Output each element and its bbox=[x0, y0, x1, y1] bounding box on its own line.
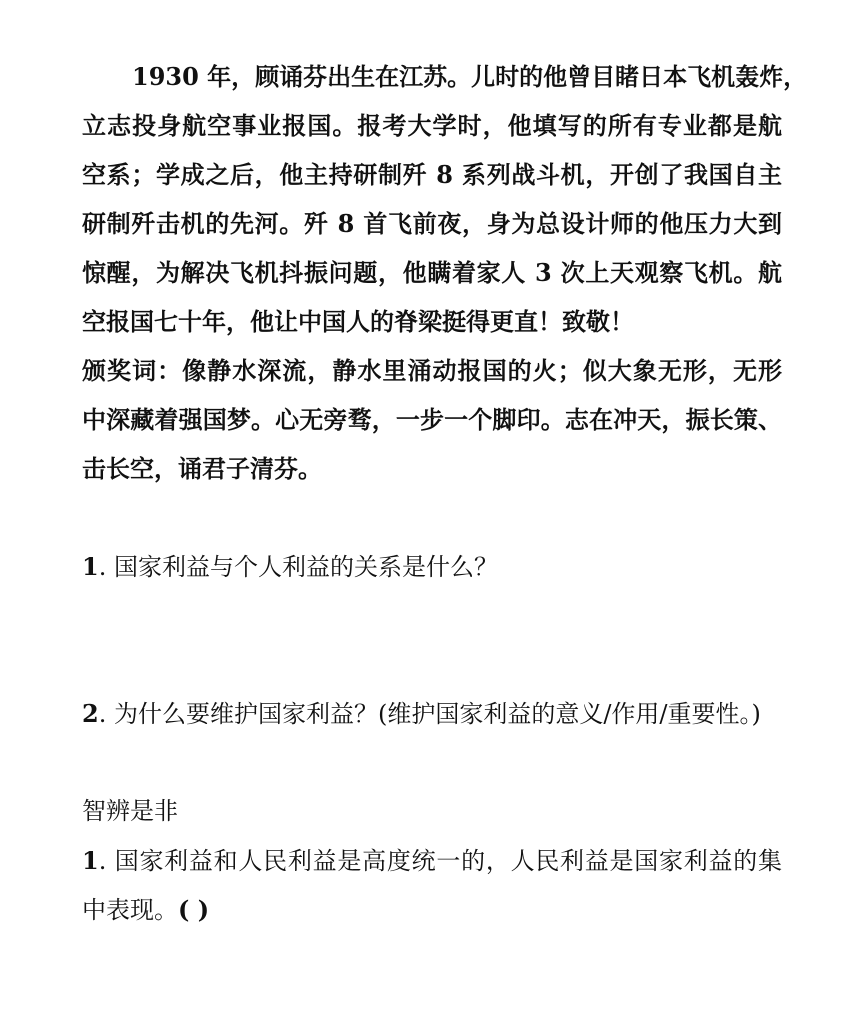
judge-text: . 国家利益和人民利益是高度统一的，人民利益是国家利益的集 bbox=[98, 847, 782, 875]
judge-text: 中表现。 bbox=[82, 896, 178, 924]
award-line: 颁奖词：像静水深流，静水里涌动报国的火；似大象无形，无形 bbox=[82, 356, 782, 385]
intro-line: 研制歼击机的先河。歼 8 首飞前夜，身为总设计师的他压力大到 bbox=[82, 209, 782, 238]
intro-line: 1930 年，顾诵芬出生在江苏。儿时的他曾目睹日本飞机轰炸， bbox=[132, 62, 808, 91]
question-number: 2 bbox=[82, 699, 99, 728]
award-line: 击长空，诵君子清芬。 bbox=[82, 454, 322, 483]
answer-blank[interactable]: ( ) bbox=[178, 895, 210, 924]
answer-space bbox=[82, 738, 782, 787]
judge-item-1 bbox=[82, 836, 782, 934]
intro-line: 立志投身航空事业报国。报考大学时，他填写的所有专业都是航 bbox=[82, 111, 782, 140]
intro-paragraph bbox=[82, 52, 808, 346]
intro-line: 惊醒，为解决飞机抖振问题，他瞒着家人 3 次上天观察飞机。航 bbox=[82, 258, 782, 287]
question-1 bbox=[82, 542, 782, 591]
section-heading: 智辨是非 bbox=[82, 797, 178, 825]
judge-number: 1 bbox=[82, 846, 99, 875]
award-line: 中深藏着强国梦。心无旁骛，一步一个脚印。志在冲天，振长策、 bbox=[82, 405, 782, 434]
question-2 bbox=[82, 689, 782, 738]
question-text: . 为什么要维护国家利益？(维护国家利益的意义/作用/重要性。) bbox=[98, 700, 761, 728]
answer-space bbox=[82, 591, 782, 689]
document-page bbox=[82, 52, 808, 934]
award-citation bbox=[82, 346, 782, 493]
intro-line: 空报国七十年，他让中国人的脊梁挺得更直！致敬！ bbox=[82, 307, 634, 336]
judge-line bbox=[82, 836, 782, 885]
spacer bbox=[82, 493, 782, 542]
judge-line bbox=[82, 885, 782, 934]
question-number: 1 bbox=[82, 552, 99, 581]
intro-line: 空系；学成之后，他主持研制歼 8 系列战斗机，开创了我国自主 bbox=[82, 160, 782, 189]
question-text: . 国家利益与个人利益的关系是什么？ bbox=[98, 553, 498, 581]
